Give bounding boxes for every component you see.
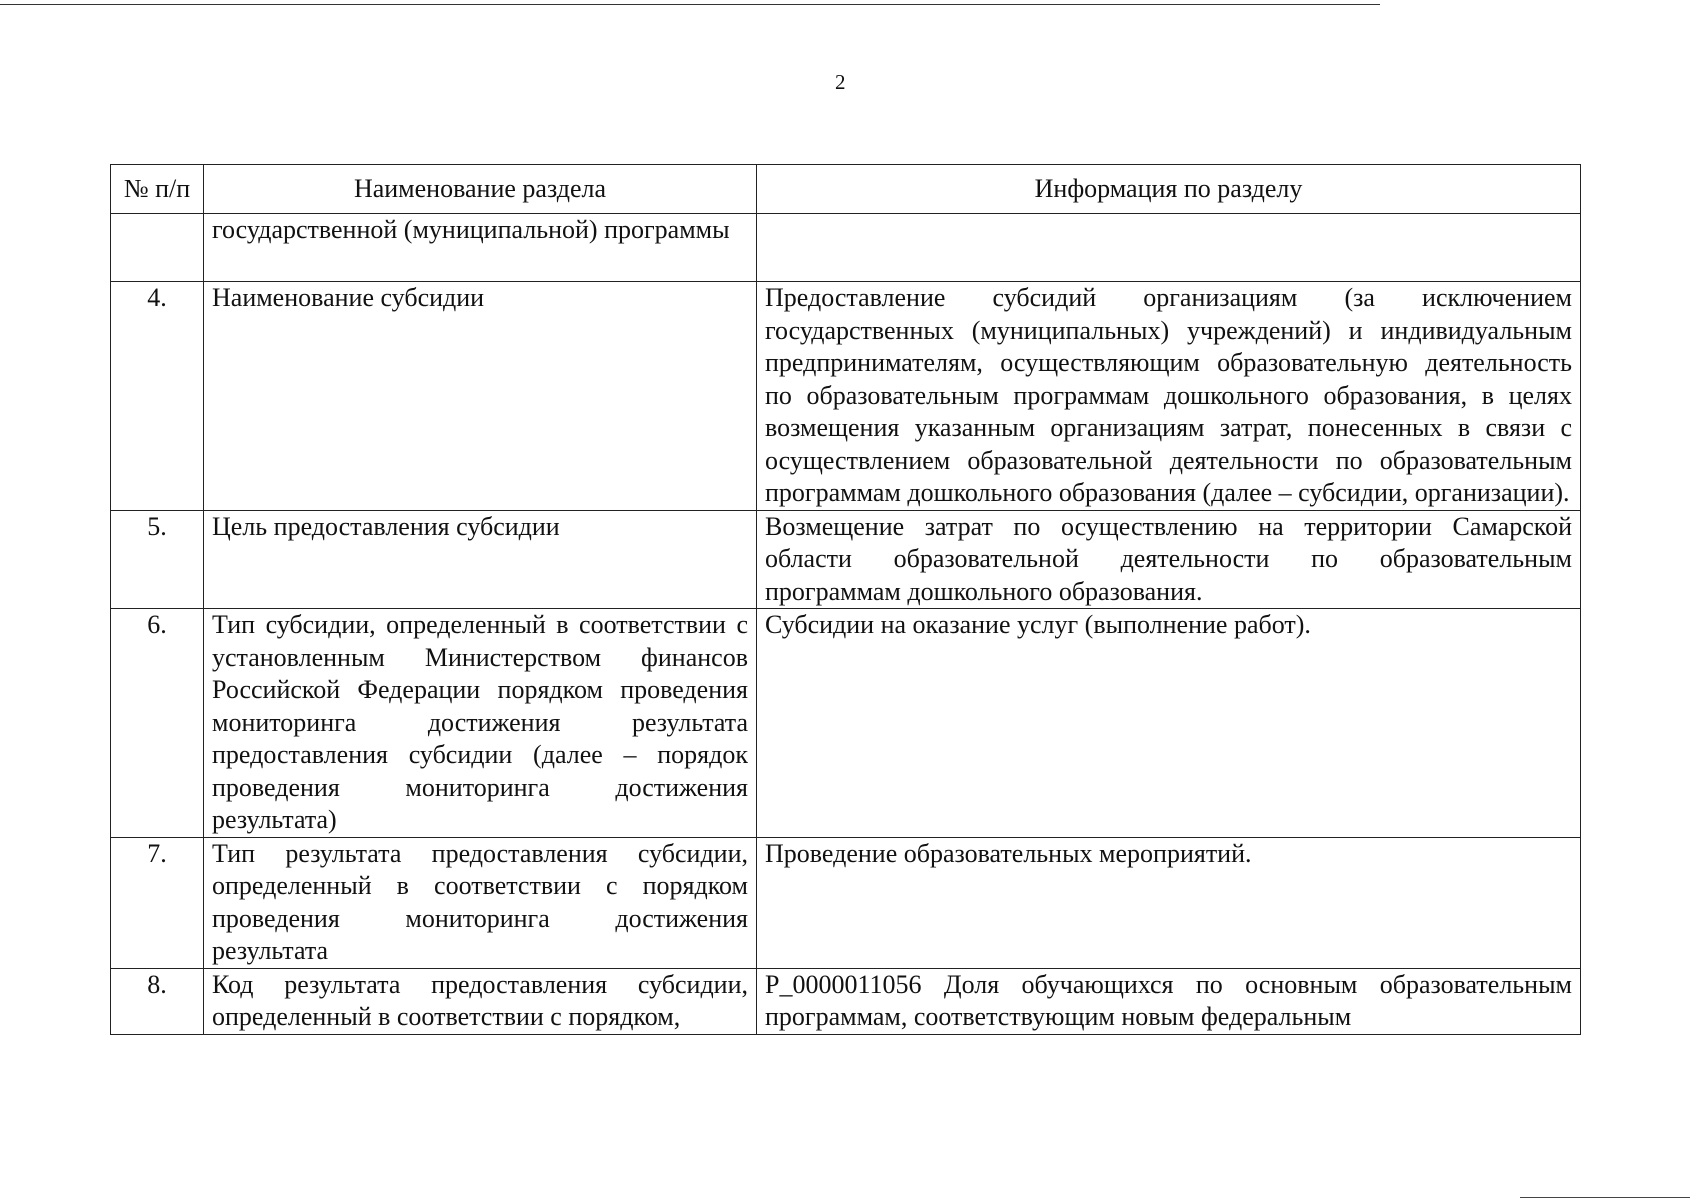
row-section-info: Предоставление субсидий организациям (за исключением государственных (муниципальных) учреждений) и индивидуальным предпринимателям, осуществляющим образовательную деятельность по образовательным программам дошкольного образования, в целях возмещения указанным организациям затрат, понесенных в связи с осуществлением образовательной деятельности по образовательным программам дошкольного образования (далее – субсидии, организации).: [757, 282, 1581, 511]
header-section-info: Информация по разделу: [757, 165, 1581, 214]
header-number: № п/п: [111, 165, 204, 214]
row-number: 5.: [111, 510, 204, 609]
table-row: [111, 837, 1581, 968]
section-info-table: [110, 164, 1581, 1035]
row-section-name: государственной (муниципальной) программы: [204, 214, 757, 282]
table-row: [111, 968, 1581, 1034]
table-header-row: [111, 165, 1581, 214]
row-section-name: Наименование субсидии: [204, 282, 757, 511]
table-row: [111, 510, 1581, 609]
row-section-info: [757, 214, 1581, 282]
row-section-info: Субсидии на оказание услуг (выполнение работ).: [757, 609, 1581, 838]
header-section-name: Наименование раздела: [204, 165, 757, 214]
row-number: 7.: [111, 837, 204, 968]
row-number: [111, 214, 204, 282]
row-section-info: Проведение образовательных мероприятий.: [757, 837, 1581, 968]
scan-edge-line: [1520, 1197, 1690, 1198]
row-number: 6.: [111, 609, 204, 838]
row-number: 8.: [111, 968, 204, 1034]
row-section-name: Тип результата предоставления субсидии, определенный в соответствии с порядком проведения мониторинга достижения результата: [204, 837, 757, 968]
row-number: 4.: [111, 282, 204, 511]
table-row: [111, 214, 1581, 282]
row-section-name: Тип субсидии, определенный в соответствии с установленным Министерством финансов Российской Федерации порядком проведения мониторинга достижения результата предоставления субсидии (далее – порядок проведения мониторинга достижения результата): [204, 609, 757, 838]
table-row: [111, 282, 1581, 511]
row-section-info: Возмещение затрат по осуществлению на территории Самарской области образовательной деятельности по образовательным программам дошкольного образования.: [757, 510, 1581, 609]
table-row: [111, 609, 1581, 838]
row-section-info: P_0000011056 Доля обучающихся по основным образовательным программам, соответствующим новым федеральным: [757, 968, 1581, 1034]
scan-edge-line: [0, 4, 1380, 5]
page-number: 2: [835, 70, 846, 94]
row-section-name: Цель предоставления субсидии: [204, 510, 757, 609]
row-section-name: Код результата предоставления субсидии, определенный в соответствии с порядком,: [204, 968, 757, 1034]
